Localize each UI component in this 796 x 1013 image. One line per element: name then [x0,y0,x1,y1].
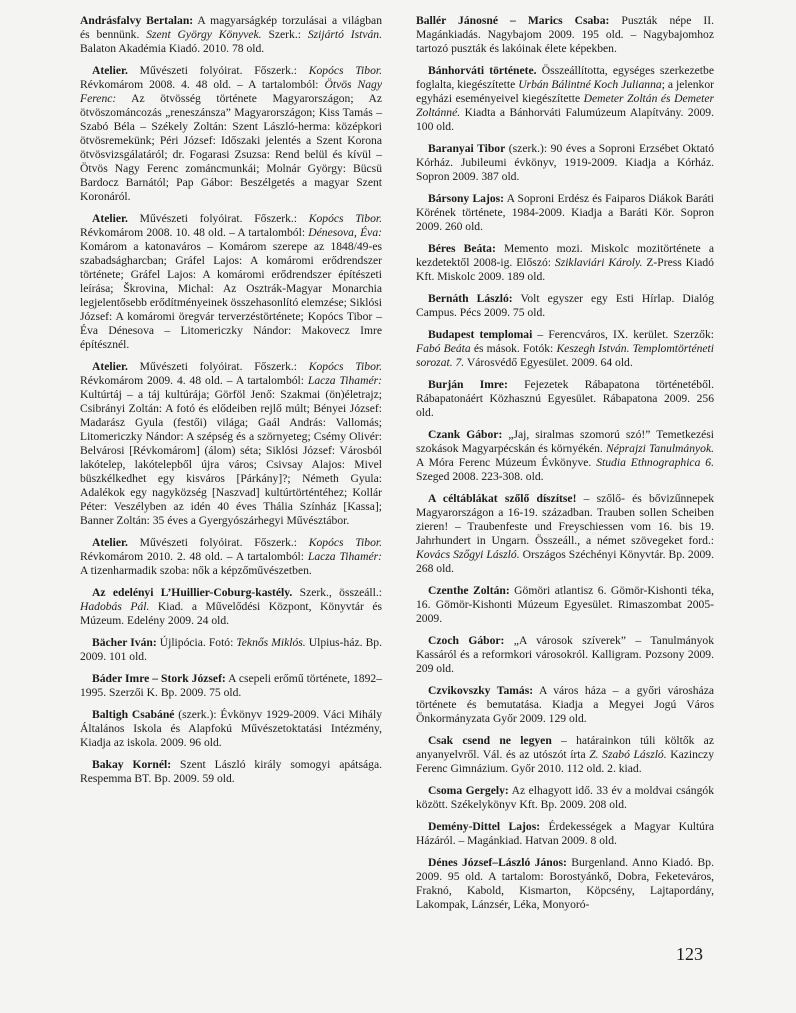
entry-italic-text: Ötvös Nagy Ferenc: [80,78,382,105]
entry-text: Burgenland. Anno Kiadó. Bp. 2009. 95 old. A tartalom: Borostyánkő, Dobra, Feketeváros, Fraknó, Kabold, Kismarton, Köpcsény, Lajtapordány, Lakompak, Lánzsér, Léka, Monyoró- [416,856,714,911]
entry-italic-text: Sziklaviári Károly. [554,256,643,269]
entry-text: Kiadta a Bánhorváti Falumúzeum Alapítvány. 2009. 100 old. [416,106,714,133]
entry-text: Révkomárom 2008. 10. 48 old. – A tartalomból: [80,226,309,239]
entry-italic-text: Kopócs Tibor. [308,64,382,77]
bibliography-entry [416,492,714,576]
bibliography-entry [416,734,714,776]
entry-italic-text: Dénesova, Éva: [308,226,382,239]
entry-text: (szerk.): Évkönyv 1929-2009. Váci Mihály Általános Iskola és Alapfokú Művészetoktatási Intézmény, Kiadja az iskola. 2009. 96 old. [80,708,382,749]
entry-text: Összeállította, egységes szerkezetbe foglalta, kiegészítette [416,64,714,91]
entry-heading: Atelier. [92,536,128,549]
entry-text: Művészeti folyóirat. Főszerk.: [127,360,309,373]
bibliography-entry [416,784,714,812]
entry-heading: Az edelényi L’Huillier-Coburg-kastély. [92,586,293,599]
bibliography-entry [80,758,382,786]
entry-heading: Bächer Iván: [92,636,157,649]
entry-text: Gömöri atlantisz 6. Gömör-Kishonti téka, 16. Gömör-Kishonti Múzeum Egyesület. Rimaszombat 2005-2009. [416,584,714,625]
bibliography-entry [416,328,714,370]
entry-text: Z-Press Kiadó Kft. Miskolc 2009. 189 old. [416,256,714,283]
bibliography-entry [80,636,382,664]
entry-heading: Demény-Dittel Lajos: [428,820,541,833]
entry-italic-text: Néprajzi Tanulmányok. [605,442,714,455]
entry-heading: Csak csend ne legyen [428,734,552,747]
page-number: 123 [676,944,703,964]
entry-text: ; a jelenkor egyházi eseményeivel kiegészítette [416,78,714,105]
entry-text: A magyarságkép torzulásai a világban és bennünk. [80,14,382,41]
bibliography-entry [416,634,714,676]
entry-text: Szerk., összeáll.: [292,586,382,599]
entry-text: Volt egyszer egy Esti Hírlap. Dialóg Campus. Pécs 2009. 75 old. [416,292,714,319]
entry-italic-text: Keszegh István. Templomtörténeti sorozat. 7. [416,342,715,369]
bibliography-entry [416,142,714,184]
right-column [416,14,714,920]
entry-text: Puszták népe II. Magánkiadás. Nagybajom 2009. 195 old. – Nagybajomhoz tartozó puszták és lakóinak élete képekben. [416,14,714,55]
entry-text: Kazinczy Ferenc Gimnázium. Győr 2010. 112 old. 2. kiad. [416,748,714,775]
bibliography-entry [416,14,714,56]
entry-text: Szeged 2008. 223-308. old. [416,470,544,483]
entry-italic-text: Demeter Zoltán és Demeter Zoltánné. [416,92,714,119]
bibliography-entry [416,64,714,134]
entry-heading: Budapest templomai [428,328,533,341]
entry-heading: Czank Gábor: [428,428,503,441]
bibliography-entry [80,212,382,352]
entry-text: „A városok szíverek” – Tanulmányok Kassáról és a reformkori városokról. Kalligram. Pozsony 2009. 209 old. [416,634,714,675]
entry-text: Művészeti folyóirat. Főszerk.: [127,64,309,77]
entry-heading: Béres Beáta: [428,242,496,255]
entry-text: és mások. Fotók: [470,342,557,355]
entry-italic-text: Z. Szabó László. [589,748,667,761]
entry-heading: Czvikovszky Tamás: [428,684,534,697]
entry-heading: Baranyai Tibor [428,142,506,155]
entry-italic-text: Lacza Tihamér: [307,374,382,387]
entry-heading: Bernáth László: [428,292,513,305]
entry-text: Művészeti folyóirat. Főszerk.: [127,536,309,549]
entry-italic-text: Lacza Tihamér: [307,550,382,563]
entry-text: Érdekességek a Magyar Kultúra Házáról. – Magánkiad. Hatvan 2009. 8 old. [416,820,714,847]
entry-italic-text: Studia Ethnographica 6. [596,456,715,469]
entry-italic-text: Fabó Beáta [416,342,471,355]
bibliography-entry [80,14,382,56]
bibliography-entry [416,192,714,234]
bibliography-entry [416,584,714,626]
entry-text: Újlipócia. Fotó: [156,636,237,649]
entry-text: Révkomárom 2009. 4. 48 old. – A tartalomból: [80,374,308,387]
entry-heading: Bakay Kornél: [92,758,172,771]
entry-text: A tizenharmadik szoba: nők a képzőművészetben. [80,564,312,577]
bibliography-entry [416,378,714,420]
bibliography-entry [80,64,382,204]
entry-heading: Bársony Lajos: [428,192,505,205]
entry-heading: A céltáblákat szőlő díszítse! [428,492,577,505]
entry-heading: Báder Imre – Stork József: [92,672,226,685]
entry-text: Az elhagyott idő. 33 év a moldvai csángók között. Székelykönyv Kft. Bp. 2009. 208 old. [416,784,714,811]
entry-heading: Andrásfalvy Bertalan: [80,14,194,27]
entry-text: A város háza – a győri városháza története és bemutatása. Kiadja a Megyei Jogú Város Önkormányzata Győr 2009. 129 old. [416,684,714,725]
entry-text: Művészeti folyóirat. Főszerk.: [127,212,309,225]
left-column [80,14,382,794]
entry-text: „Jaj, siralmas szomorú szó!” Temetkezési szokások Magyarpécskán és környékén. [416,428,714,455]
entry-italic-text: Szent György Könyvek. [146,28,262,41]
entry-heading: Csoma Gergely: [428,784,509,797]
entry-text: Memento mozi. Miskolc mozitörténete a kezdetektől 2008-ig. Előszó: [416,242,714,269]
entry-italic-text: Kovács Szőgyi László. [416,548,520,561]
bibliography-entry [416,820,714,848]
entry-italic-text: Kopócs Tibor. [308,536,382,549]
entry-heading: Czenthe Zoltán: [428,584,510,597]
entry-italic-text: Kopócs Tibor. [308,212,382,225]
entry-text: (szerk.): 90 éves a Soproni Erzsébet Oktató Kórház. Jubileumi évkönyv, 1919-2009. Kiadja a Kórház. Sopron 2009. 387 old. [416,142,714,183]
entry-heading: Burján Imre: [428,378,508,391]
bibliography-entry [80,360,382,528]
entry-text: Országos Széchényi Könyvtár. Bp. 2009. 268 old. [416,548,714,575]
bibliography-entry [416,684,714,726]
bibliography-entry [416,242,714,284]
bibliography-entry [416,428,714,484]
entry-text: – határainkon túli költők az anyanyelvről. Vál. és az utószót írta [416,734,714,761]
entry-italic-text: Kopócs Tibor. [308,360,382,373]
entry-heading: Baltigh Csabáné [92,708,175,721]
entry-text: Az ötvösség története Magyarországon; Az ötvöszománcozás „reneszánsza” Magyarországon; Kiss Tamás – Szabó Béla – Székely Zoltán: Szent László-herma: középkori ötvösremekünk; Péri József: Időszaki jelentés a Szent Korona ötvösvizsgálatáról; dr. Fogarasi Zsuzsa: Rend belül és kívül – Ötvös Nagy Ferenc zománcmunkái; Molnár György: Bücsü Bardocz Barnától; Pap Gábor: Beszélgetés a magyar Szent Koronáról. [80,92,382,203]
entry-heading: Bánhorváti története. [428,64,537,77]
entry-heading: Atelier. [92,64,128,77]
entry-text: Kiad. a Művelődési Központ, Könyvtár és Múzeum. Edelény 2009. 24 old. [80,600,382,627]
entry-heading: Atelier. [92,360,128,373]
entry-text: A csepeli erőmű története, 1892–1995. Szerzői K. Bp. 2009. 75 old. [80,672,382,699]
entry-italic-text: Teknős Miklós. [236,636,306,649]
entry-text: Balaton Akadémia Kiadó. 2010. 78 old. [80,42,265,55]
entry-text: Fejezetek Rábapatona történetéből. Rábapatonáért Közhasznú Egyesület. Rábapatona 2009. 256 old. [416,378,714,419]
entry-text: Révkomárom 2010. 2. 48 old. – A tartalomból: [80,550,308,563]
entry-heading: Atelier. [92,212,128,225]
entry-text: Komárom a katonaváros – Komárom szerepe az 1848/49-es szabadságharcban; Gráfel Lajos: A komáromi erődrendszer története; Gráfel Lajos: A komáromi erődrendszer építészeti leírása; Škrovina, Michal: Az Osztrák-Magyar Monarchia legjelentősebb erődítményeinek összehasonlító elemzése; Siklósi József: A komáromi öregvár terverzéstörténete; Kopócs Tibor – Éva Dénesova – Litomericzky Nándor: Makovecz Imre építésznél. [80,240,383,351]
entry-text: Szerk.: [261,28,308,41]
entry-italic-text: Hadobás Pál. [80,600,150,613]
bibliography-entry [80,536,382,578]
entry-heading: Ballér Jánosné – Marics Csaba: [416,14,610,27]
entry-text: A Móra Ferenc Múzeum Évkönyve. [416,456,597,469]
entry-text: Ulpius-ház. Bp. 2009. 101 old. [80,636,382,663]
entry-text: Kultúrtáj – a táj kultúrája; Görföl Jenő: Szakmai (ön)életrajz; Csibrányi Zoltán: A fotó és elődeiben rejlő múlt; Bényei József: Madarász Gyula (festői) világa; Gaál András: Vallomás; Litomericzky Nándor: A szépség és a szörnyeteg; Csémy Olivér: Belvárosi [Révkomárom] (álom) séta; Siklósi József: Városból lakótelep, lakótelepből újra város; Csivsay Alajos: Mivel büszkélkedhet egy kisváros [Párkány]?; Németh Gyula: Adalékok egy nagyközség [Naszvad] kultúrtörténtéhez; Kollár Péter: Veszélyben az idén 40 éves Thália Színház [Kassa]; Banner Zoltán: 35 éves a Gyergyószárhegyi Művésztábor. [80,388,382,527]
entry-text: A Soproni Erdész és Faiparos Diákok Baráti Körének története, 1984-2009. Kiadja a Baráti Kör. Sopron 2009. 260 old. [416,192,714,233]
bibliography-entry [416,292,714,320]
entry-text: – Ferencváros, IX. kerület. Szerzők: [532,328,714,341]
bibliography-entry [416,856,714,912]
entry-italic-text: Urbán Bálintné Koch Julianna [518,78,662,91]
entry-heading: Dénes József–László János: [428,856,567,869]
entry-text: Révkomárom 2008. 4. 48 old. – A tartalomból: [80,78,325,91]
entry-heading: Czoch Gábor: [428,634,505,647]
bibliography-entry [80,586,382,628]
entry-text: – szőlő- és bővizűnnepek Magyarországon a 16-19. században. Trauben sollen Scheiben zieren! – Traubenfeste und Freyschiessen vom 16. bis 19. Jahrhundert in Ungarn. Összeáll., a német szövegeket ford.: [416,492,714,547]
bibliography-entry [80,672,382,700]
entry-text: Szent László király somogyi apátsága. Respemma BT. Bp. 2009. 59 old. [80,758,383,785]
bibliography-entry [80,708,382,750]
entry-text: Városvédő Egyesület. 2009. 64 old. [464,356,633,369]
entry-italic-text: Szijártó István. [307,28,383,41]
